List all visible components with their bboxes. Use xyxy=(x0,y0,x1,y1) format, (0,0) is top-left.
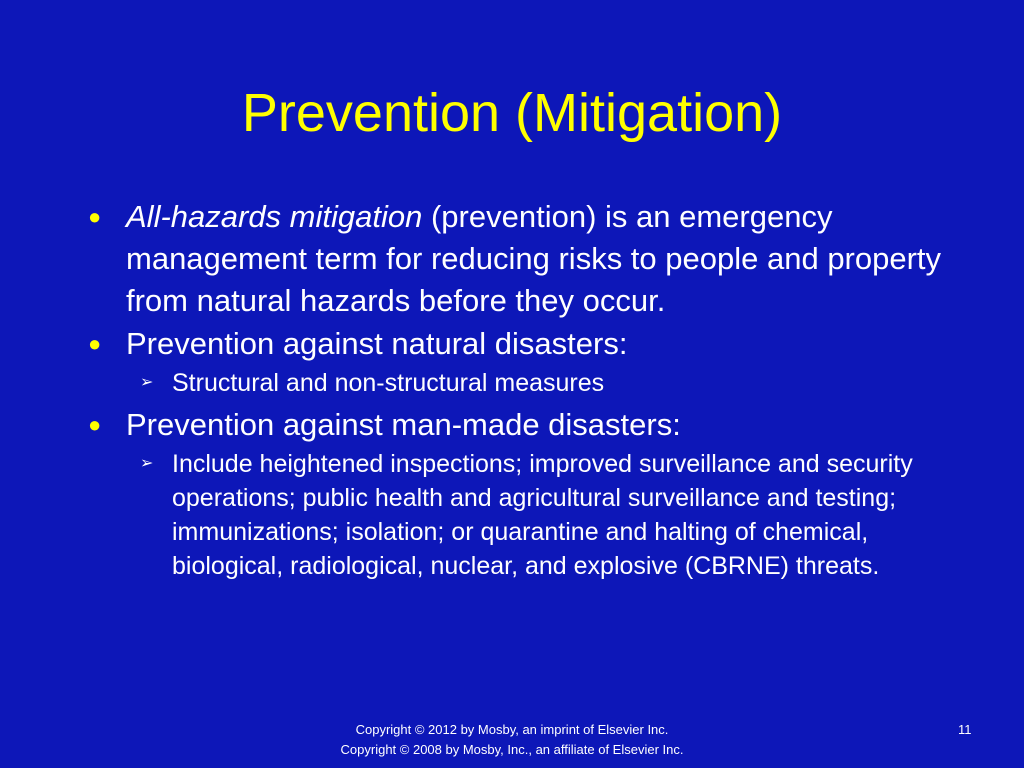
bullet-text: Prevention against man-made disasters: xyxy=(126,407,681,442)
slide-body xyxy=(84,196,944,587)
copyright-line: Copyright © 2008 by Mosby, Inc., an affiliate of Elsevier Inc. xyxy=(340,742,684,757)
page-number: 11 xyxy=(958,722,972,737)
bullet-dot-icon: ● xyxy=(88,331,102,356)
slide-title: Prevention (Mitigation) xyxy=(241,83,783,143)
bullet-text: Prevention against natural disasters: xyxy=(126,326,628,361)
bullet-item xyxy=(84,196,944,322)
sub-bullet-text: Structural and non-structural measures xyxy=(172,369,605,397)
bullet-text: (prevention) is an emergency management term for reducing risks to people and property from natural hazards before they occur. xyxy=(126,199,942,318)
sub-bullet-item xyxy=(84,366,932,400)
copyright-footer xyxy=(0,720,1024,760)
bullet-emphasis: All-hazards mitigation xyxy=(126,199,423,234)
sub-bullet-text: Include heightened inspections; improved surveillance and security operations; public health and agricultural surveillance and testing; immunizations; isolation; or quarantine and halting of chemical, biological, radiological, nuclear, and explosive (CBRNE) threats. xyxy=(172,450,913,580)
arrow-bullet-icon: ➢ xyxy=(140,455,154,472)
bullet-dot-icon: ● xyxy=(88,204,102,229)
bullet-dot-icon: ● xyxy=(88,412,102,437)
bullet-item xyxy=(84,404,944,446)
copyright-line: Copyright © 2012 by Mosby, an imprint of Elsevier Inc. xyxy=(355,722,669,737)
arrow-bullet-icon: ➢ xyxy=(140,374,154,391)
sub-bullet-item xyxy=(84,447,932,583)
bullet-item xyxy=(84,323,944,365)
